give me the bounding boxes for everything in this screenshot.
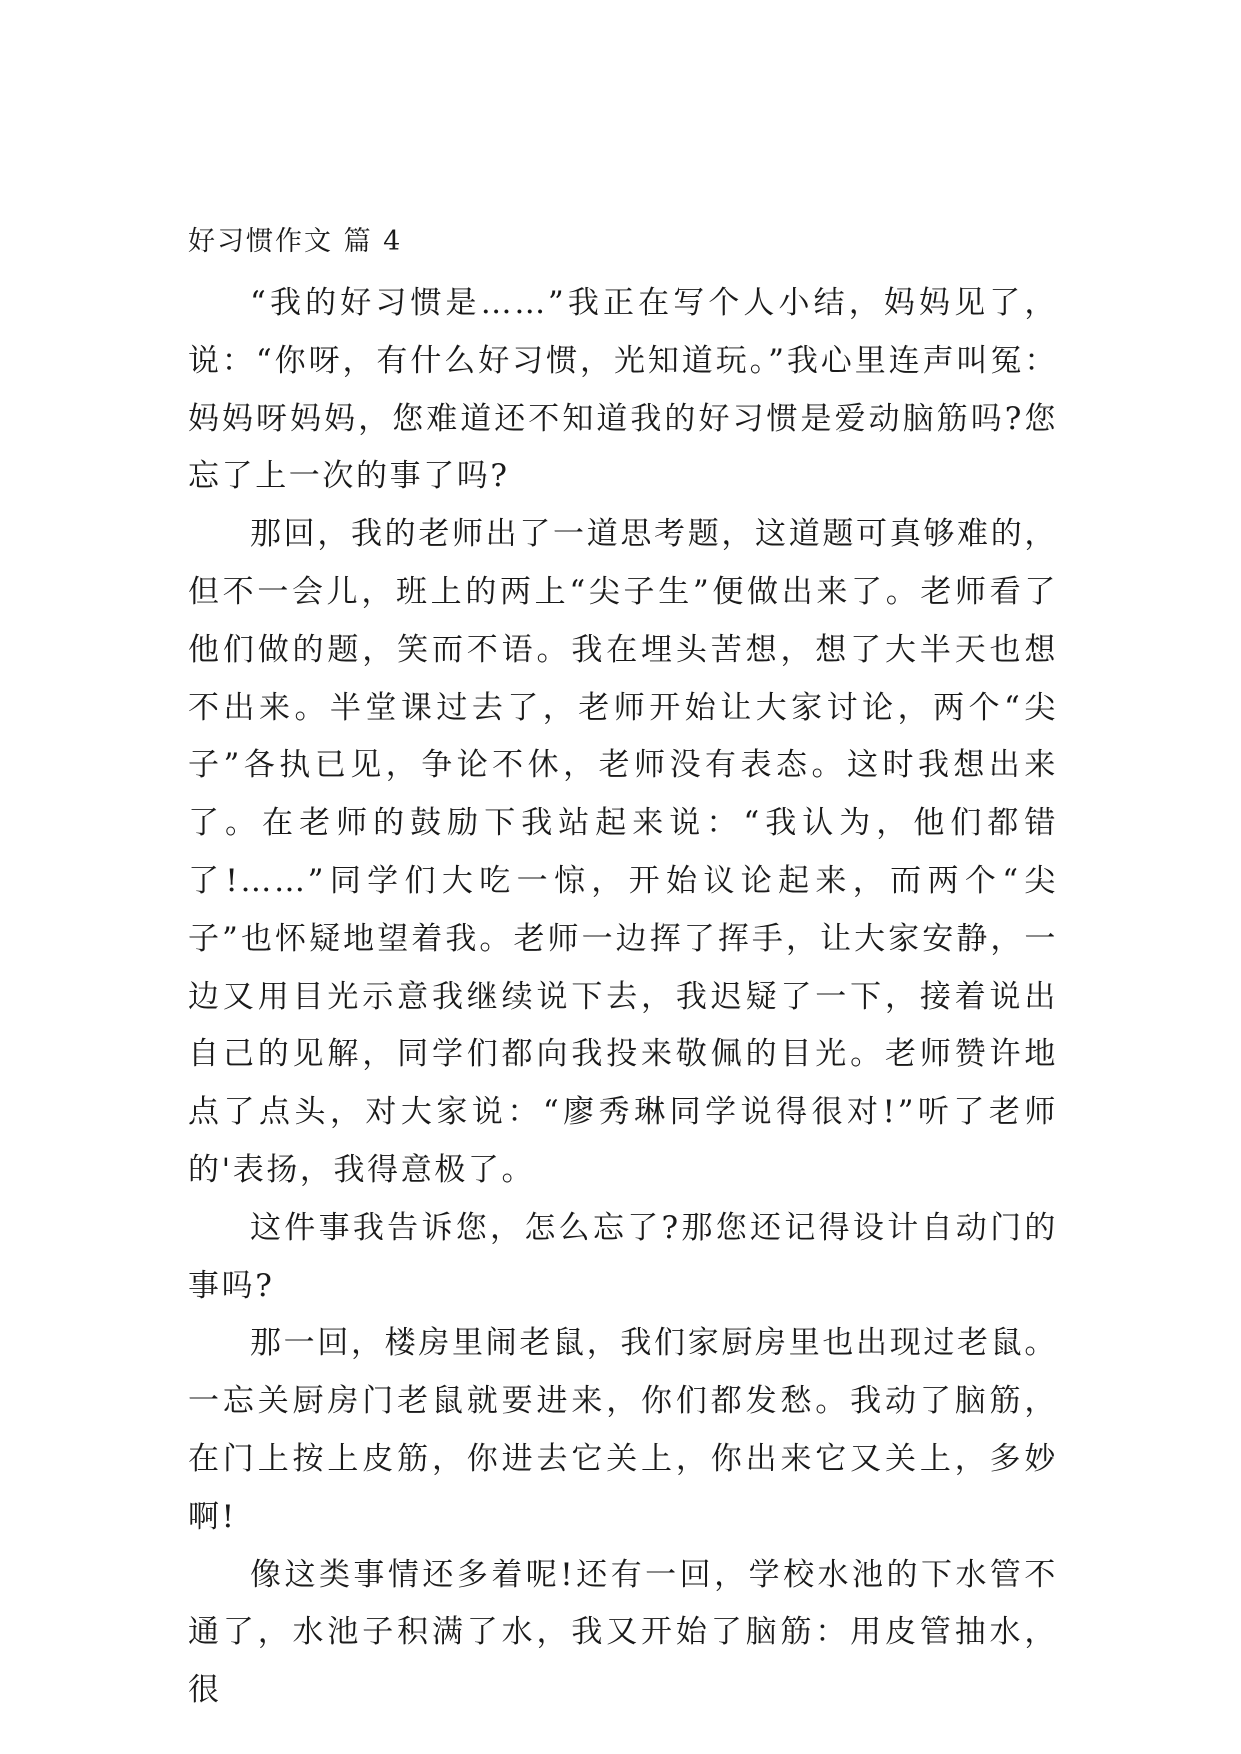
paragraph-5: 像这类事情还多着呢!还有一回，学校水池的下水管不通了，水池子积满了水，我又开始了脑筋：用皮管抽水，很: [188, 1556, 1058, 1709]
paragraph-2: 那回，我的老师出了一道思考题，这道题可真够难的，但不一会儿，班上的两上“尖子生”便做出来了。老师看了他们做的题，笑而不语。我在埋头苦想，想了大半天也想不出来。半堂课过去了，老师开始让大家讨论，两个“尖子”各执已见，争论不休，老师没有表态。这时我想出来了。在老师的鼓励下我站起来说：“我认为，他们都错了!……”同学们大吃一惊，开始议论起来，而两个“尖子”也怀疑地望着我。老师一边挥了挥手，让大家安静，一边又用目光示意我继续说下去，我迟疑了一下，接着说出自己的见解，同学们都向我投来敬佩的目光。老师赞许地点了点头，对大家说：“廖秀琳同学说得很对!”听了老师的'表扬，我得意极了。: [188, 516, 1058, 1188]
paragraph-1: “我的好习惯是……”我正在写个人小结，妈妈见了，说：“你呀，有什么好习惯，光知道玩。”我心里连声叫冤：妈妈呀妈妈，您难道还不知道我的好习惯是爱动脑筋吗?您忘了上一次的事了吗?: [188, 285, 1058, 495]
document-title: 好习惯作文 篇 4: [188, 226, 403, 257]
paragraph-4: 那一回，楼房里闹老鼠，我们家厨房里也出现过老鼠。一忘关厨房门老鼠就要进来，你们都发愁。我动了脑筋，在门上按上皮筋，你进去它关上，你出来它又关上，多妙啊!: [188, 1325, 1058, 1535]
paragraph-3: 这件事我告诉您，怎么忘了?那您还记得设计自动门的事吗?: [188, 1209, 1058, 1304]
document-page: [188, 222, 1058, 1720]
